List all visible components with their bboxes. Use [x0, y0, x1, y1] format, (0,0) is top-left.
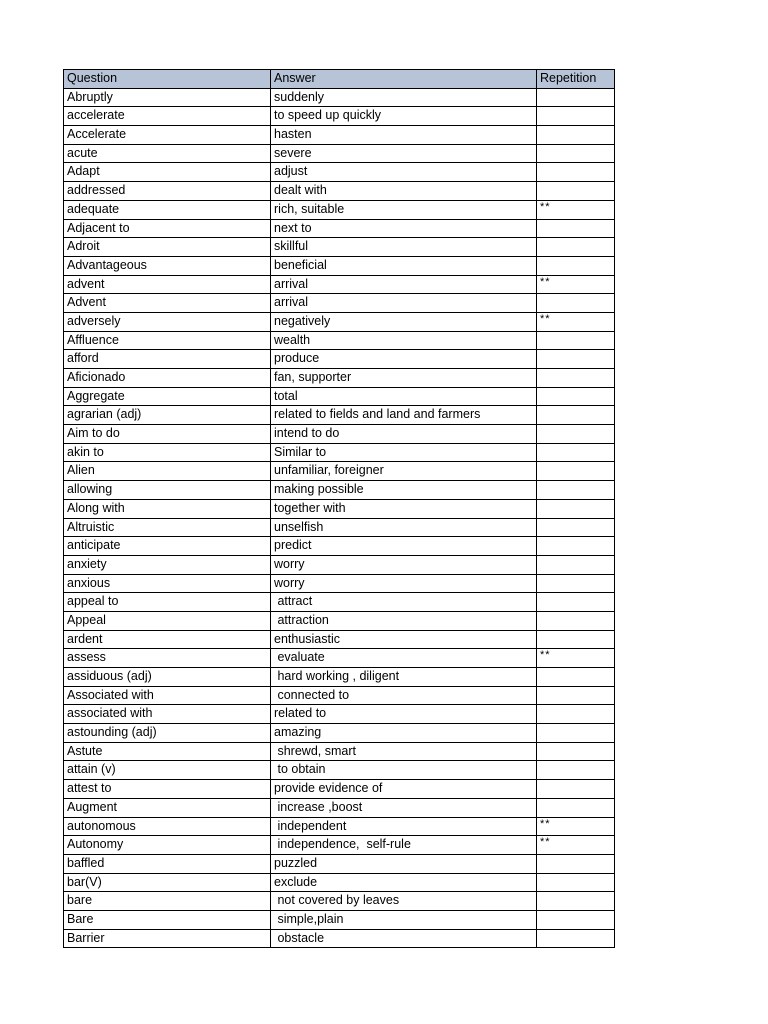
question-cell: assiduous (adj): [64, 668, 271, 687]
column-header-repetition: Repetition: [537, 70, 615, 89]
table-row: [64, 780, 615, 799]
answer-cell: connected to: [271, 686, 537, 705]
repetition-cell: **: [537, 275, 615, 294]
answer-cell: next to: [271, 219, 537, 238]
table-row: [64, 200, 615, 219]
question-cell: attain (v): [64, 761, 271, 780]
table-row: [64, 817, 615, 836]
answer-cell: worry: [271, 555, 537, 574]
answer-cell: related to fields and land and farmers: [271, 406, 537, 425]
question-cell: attest to: [64, 780, 271, 799]
answer-cell: arrival: [271, 275, 537, 294]
repetition-cell: [537, 126, 615, 145]
table-row: [64, 705, 615, 724]
answer-cell: skillful: [271, 238, 537, 257]
repetition-cell: [537, 387, 615, 406]
table-row: [64, 537, 615, 556]
answer-cell: amazing: [271, 724, 537, 743]
answer-cell: worry: [271, 574, 537, 593]
question-cell: Abruptly: [64, 88, 271, 107]
answer-cell: making possible: [271, 481, 537, 500]
repetition-cell: [537, 499, 615, 518]
answer-cell: arrival: [271, 294, 537, 313]
table-row: [64, 649, 615, 668]
question-cell: adequate: [64, 200, 271, 219]
table-row: [64, 929, 615, 948]
table-row: [64, 798, 615, 817]
answer-cell: total: [271, 387, 537, 406]
repetition-cell: [537, 761, 615, 780]
answer-cell: Similar to: [271, 443, 537, 462]
question-cell: Adroit: [64, 238, 271, 257]
repetition-cell: [537, 144, 615, 163]
answer-cell: not covered by leaves: [271, 892, 537, 911]
question-cell: Altruistic: [64, 518, 271, 537]
table-row: [64, 462, 615, 481]
repetition-cell: [537, 537, 615, 556]
repetition-cell: [537, 668, 615, 687]
repetition-cell: [537, 163, 615, 182]
repetition-cell: [537, 369, 615, 388]
question-cell: Adjacent to: [64, 219, 271, 238]
question-cell: anxious: [64, 574, 271, 593]
table-row: [64, 163, 615, 182]
table-row: [64, 611, 615, 630]
repetition-cell: [537, 182, 615, 201]
question-cell: agrarian (adj): [64, 406, 271, 425]
repetition-cell: [537, 462, 615, 481]
table-row: [64, 387, 615, 406]
table-row: [64, 144, 615, 163]
table-row: [64, 443, 615, 462]
table-row: [64, 668, 615, 687]
repetition-cell: [537, 929, 615, 948]
column-header-answer: Answer: [271, 70, 537, 89]
question-cell: adversely: [64, 312, 271, 331]
question-cell: Appeal: [64, 611, 271, 630]
table-row: [64, 836, 615, 855]
repetition-cell: [537, 256, 615, 275]
question-cell: assess: [64, 649, 271, 668]
answer-cell: unselfish: [271, 518, 537, 537]
repetition-cell: **: [537, 836, 615, 855]
table-row: [64, 369, 615, 388]
table-row: [64, 593, 615, 612]
repetition-cell: **: [537, 312, 615, 331]
question-cell: ardent: [64, 630, 271, 649]
vocabulary-table: [63, 69, 615, 948]
question-cell: autonomous: [64, 817, 271, 836]
answer-cell: to speed up quickly: [271, 107, 537, 126]
question-cell: acute: [64, 144, 271, 163]
repetition-cell: [537, 443, 615, 462]
question-cell: associated with: [64, 705, 271, 724]
answer-cell: simple,plain: [271, 910, 537, 929]
repetition-cell: [537, 331, 615, 350]
table-row: [64, 219, 615, 238]
table-row: [64, 630, 615, 649]
repetition-cell: [537, 873, 615, 892]
answer-cell: together with: [271, 499, 537, 518]
question-cell: astounding (adj): [64, 724, 271, 743]
question-cell: anticipate: [64, 537, 271, 556]
table-row: [64, 873, 615, 892]
table-row: [64, 238, 615, 257]
question-cell: Aim to do: [64, 425, 271, 444]
repetition-cell: **: [537, 649, 615, 668]
answer-cell: negatively: [271, 312, 537, 331]
question-cell: Barrier: [64, 929, 271, 948]
table-row: [64, 425, 615, 444]
repetition-cell: [537, 481, 615, 500]
question-cell: Advantageous: [64, 256, 271, 275]
repetition-cell: [537, 854, 615, 873]
table-row: [64, 555, 615, 574]
table-row: [64, 331, 615, 350]
table-row: [64, 854, 615, 873]
answer-cell: severe: [271, 144, 537, 163]
question-cell: Aficionado: [64, 369, 271, 388]
answer-cell: obstacle: [271, 929, 537, 948]
answer-cell: dealt with: [271, 182, 537, 201]
repetition-cell: [537, 686, 615, 705]
table-row: [64, 275, 615, 294]
table-row: [64, 126, 615, 145]
answer-cell: increase ,boost: [271, 798, 537, 817]
repetition-cell: [537, 238, 615, 257]
repetition-cell: [537, 518, 615, 537]
repetition-cell: [537, 742, 615, 761]
table-row: [64, 742, 615, 761]
table-row: [64, 406, 615, 425]
answer-cell: puzzled: [271, 854, 537, 873]
question-cell: Astute: [64, 742, 271, 761]
question-cell: baffled: [64, 854, 271, 873]
table-row: [64, 499, 615, 518]
table-row: [64, 892, 615, 911]
answer-cell: unfamiliar, foreigner: [271, 462, 537, 481]
answer-cell: enthusiastic: [271, 630, 537, 649]
answer-cell: attract: [271, 593, 537, 612]
repetition-cell: [537, 892, 615, 911]
question-cell: bare: [64, 892, 271, 911]
question-cell: advent: [64, 275, 271, 294]
repetition-cell: [537, 406, 615, 425]
table-row: [64, 724, 615, 743]
answer-cell: provide evidence of: [271, 780, 537, 799]
answer-cell: suddenly: [271, 88, 537, 107]
question-cell: accelerate: [64, 107, 271, 126]
repetition-cell: [537, 724, 615, 743]
answer-cell: hasten: [271, 126, 537, 145]
question-cell: Augment: [64, 798, 271, 817]
answer-cell: beneficial: [271, 256, 537, 275]
answer-cell: adjust: [271, 163, 537, 182]
table-header-row: [64, 70, 615, 89]
table-row: [64, 312, 615, 331]
table-row: [64, 294, 615, 313]
repetition-cell: [537, 780, 615, 799]
question-cell: Associated with: [64, 686, 271, 705]
answer-cell: hard working , diligent: [271, 668, 537, 687]
question-cell: Advent: [64, 294, 271, 313]
answer-cell: evaluate: [271, 649, 537, 668]
answer-cell: wealth: [271, 331, 537, 350]
answer-cell: to obtain: [271, 761, 537, 780]
answer-cell: attraction: [271, 611, 537, 630]
table-row: [64, 910, 615, 929]
question-cell: Affluence: [64, 331, 271, 350]
repetition-cell: [537, 107, 615, 126]
answer-cell: independent: [271, 817, 537, 836]
repetition-cell: [537, 630, 615, 649]
question-cell: appeal to: [64, 593, 271, 612]
table-body: [64, 88, 615, 948]
answer-cell: related to: [271, 705, 537, 724]
table-row: [64, 574, 615, 593]
question-cell: anxiety: [64, 555, 271, 574]
table-row: [64, 107, 615, 126]
repetition-cell: [537, 593, 615, 612]
question-cell: Accelerate: [64, 126, 271, 145]
repetition-cell: [537, 350, 615, 369]
question-cell: Autonomy: [64, 836, 271, 855]
table-row: [64, 182, 615, 201]
table-row: [64, 518, 615, 537]
question-cell: afford: [64, 350, 271, 369]
question-cell: Aggregate: [64, 387, 271, 406]
answer-cell: predict: [271, 537, 537, 556]
table-row: [64, 88, 615, 107]
repetition-cell: [537, 294, 615, 313]
repetition-cell: [537, 574, 615, 593]
question-cell: bar(V): [64, 873, 271, 892]
repetition-cell: [537, 611, 615, 630]
table-row: [64, 481, 615, 500]
repetition-cell: [537, 88, 615, 107]
repetition-cell: [537, 705, 615, 724]
table-row: [64, 256, 615, 275]
question-cell: Bare: [64, 910, 271, 929]
answer-cell: rich, suitable: [271, 200, 537, 219]
answer-cell: produce: [271, 350, 537, 369]
repetition-cell: **: [537, 200, 615, 219]
question-cell: Along with: [64, 499, 271, 518]
repetition-cell: **: [537, 817, 615, 836]
question-cell: akin to: [64, 443, 271, 462]
column-header-question: Question: [64, 70, 271, 89]
repetition-cell: [537, 798, 615, 817]
answer-cell: intend to do: [271, 425, 537, 444]
table-row: [64, 350, 615, 369]
question-cell: Adapt: [64, 163, 271, 182]
answer-cell: fan, supporter: [271, 369, 537, 388]
question-cell: allowing: [64, 481, 271, 500]
table-row: [64, 761, 615, 780]
answer-cell: exclude: [271, 873, 537, 892]
question-cell: addressed: [64, 182, 271, 201]
answer-cell: shrewd, smart: [271, 742, 537, 761]
answer-cell: independence, self-rule: [271, 836, 537, 855]
repetition-cell: [537, 555, 615, 574]
question-cell: Alien: [64, 462, 271, 481]
repetition-cell: [537, 425, 615, 444]
table-row: [64, 686, 615, 705]
repetition-cell: [537, 910, 615, 929]
repetition-cell: [537, 219, 615, 238]
